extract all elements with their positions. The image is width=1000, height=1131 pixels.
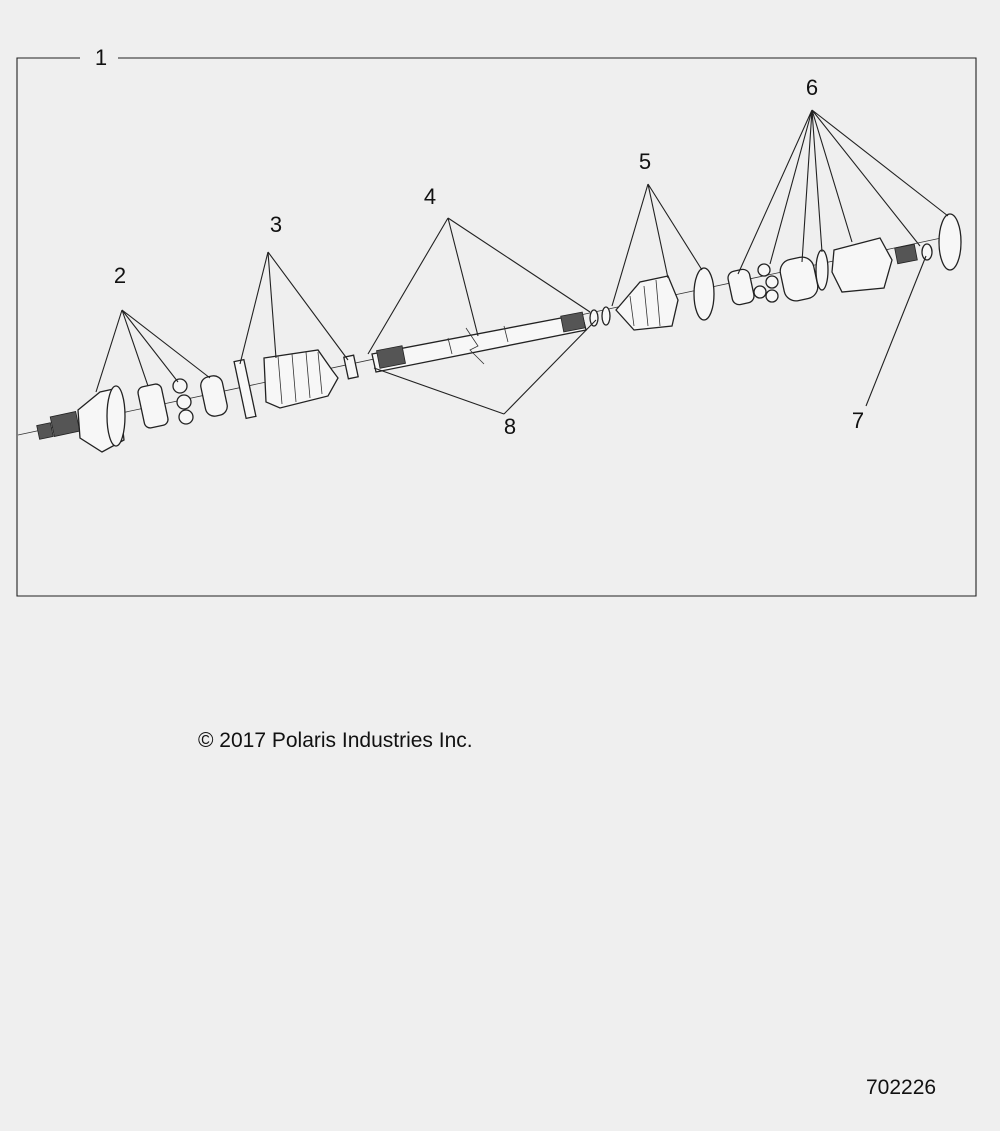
outer-boot-kit [234,350,358,418]
diagram-id: 702226 [866,1076,937,1099]
callout-2: 2 [113,263,127,288]
copyright-text: © 2017 Polaris Industries Inc. [198,729,473,752]
callout-6: 6 [805,75,819,100]
callout-1: 1 [94,45,108,70]
callout-8: 8 [503,414,517,439]
callout-7: 7 [851,408,865,433]
outer-cv-joint [37,374,229,452]
callout-5: 5 [638,149,652,174]
inner-boot-kit [590,268,714,330]
assembly-frame [17,58,976,596]
callout-4: 4 [423,184,437,209]
retaining-ring [922,244,932,260]
callout-3: 3 [269,212,283,237]
